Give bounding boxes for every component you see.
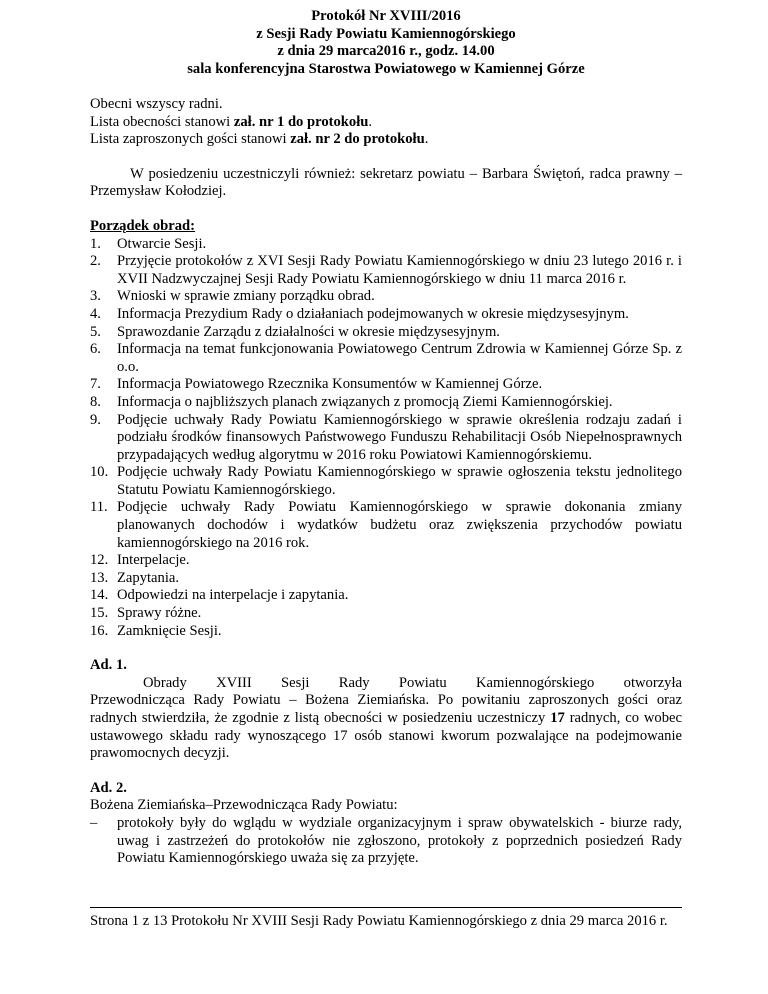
agenda-item xyxy=(90,324,682,342)
agenda-item xyxy=(90,570,682,588)
agenda-item-number: 11. xyxy=(90,499,108,516)
agenda-item-number: 15. xyxy=(90,605,109,622)
attachment-2-ref: zał. nr 2 do protokołu xyxy=(290,131,425,148)
session-date: z dnia 29 marca2016 r., godz. 14.00 xyxy=(277,43,495,59)
ad2-title: Ad. 2. xyxy=(90,779,127,796)
agenda-item-text: Informacja Powiatowego Rzecznika Konsumentów w Kamiennej Górze. xyxy=(117,376,543,393)
agenda-item-text: Informacja Prezydium Rady o działaniach podejmowanych w okresie międzysesyjnym. xyxy=(117,305,629,322)
document-header xyxy=(90,8,682,78)
agenda-item xyxy=(90,253,682,288)
agenda-item-text: Zapytania. xyxy=(117,569,179,586)
agenda-item xyxy=(90,623,682,641)
protocol-title: Protokół Nr XVIII/2016 xyxy=(311,8,461,24)
ad1-section xyxy=(90,657,682,763)
ad1-councillor-count: 17 xyxy=(550,710,565,726)
ad2-speaker: Bożena Ziemiańska–Przewodnicząca Rady Powiatu: xyxy=(90,797,398,814)
agenda-item-number: 9. xyxy=(90,411,101,428)
attendance-all-present: Obecni wszyscy radni. xyxy=(90,96,223,112)
agenda-item-text: Wnioski w sprawie zmiany porządku obrad. xyxy=(117,288,375,305)
ad1-word: XVIII xyxy=(216,674,252,691)
attendance-list-period: . xyxy=(368,113,373,130)
attendance-list-text: Lista obecności stanowi xyxy=(90,113,234,130)
ad2-section xyxy=(90,780,682,868)
agenda-item-text: Sprawozdanie Zarządu z działalności w okresie międzysesyjnym. xyxy=(117,323,500,340)
ad1-word: otworzyła xyxy=(623,674,682,691)
ad1-text-end: radnych, co wobec ustawowego składu rady wynoszącego 17 osób stanowi kworum pozwalające na podejmowanie prawomocnych decyzji. xyxy=(90,710,682,762)
agenda-item-text: Przyjęcie protokołów z XVI Sesji Rady Powiatu Kamiennogórskiego w dniu 23 lutego 2016 r. i XVII Nadzwyczajnej Sesji Rady Powiatu Kamiennogórskiego w dniu 11 marca 2016 r. xyxy=(117,253,682,287)
agenda-item-number: 4. xyxy=(90,305,101,322)
guest-list-period: . xyxy=(424,131,429,148)
agenda-item xyxy=(90,412,682,465)
agenda-item-number: 2. xyxy=(90,253,101,270)
agenda-item-text: Zamknięcie Sesji. xyxy=(117,622,222,639)
ad1-word: Rady xyxy=(338,674,370,691)
ad1-body xyxy=(90,692,682,762)
agenda-item-text: Podjęcie uchwały Rady Powiatu Kamiennogórskiego w sprawie ogłoszenia tekstu jednolitego Statutu Powiatu Kamiennogórskiego. xyxy=(117,464,682,498)
session-location: sala konferencyjna Starostwa Powiatowego w Kamiennej Górze xyxy=(187,60,585,77)
ad1-word: Sesji xyxy=(281,674,310,691)
agenda-item-text: Podjęcie uchwały Rady Powiatu Kamiennogórskiego w sprawie dokonania zmiany planowanych dochodów i wydatków budżetu oraz zwiększenia przychodów powiatu kamiennogórskiego na 2016 rok. xyxy=(117,499,682,551)
ad1-word: Kamiennogórskiego xyxy=(475,674,595,691)
attachment-1-ref: zał. nr 1 do protokołu xyxy=(233,113,369,130)
agenda-item-number: 14. xyxy=(90,587,109,604)
agenda-item-number: 12. xyxy=(90,552,109,569)
participants-paragraph: W posiedzeniu uczestniczyli również: sekretarz powiatu – Barbara Świętoń, radca prawny – Przemysław Kołodziej. xyxy=(90,165,682,200)
agenda-item-text: Odpowiedzi na interpelacje i zapytania. xyxy=(117,587,349,604)
agenda-item xyxy=(90,376,682,394)
ad1-word: Obrady xyxy=(143,674,187,691)
ad2-bullet-text: protokoły były do wglądu w wydziale organizacyjnym i spraw obywatelskich - biurze rady, uwag i zastrzeżeń do protokołów nie zgłoszono, protokoły z poprzednich posiedzeń Rady Powiatu Kamiennogórskiego uważa się za przyjęte. xyxy=(117,814,682,867)
agenda-item-number: 5. xyxy=(90,323,101,340)
page-footer: Strona 1 z 13 Protokołu Nr XVIII Sesji Rady Powiatu Kamiennogórskiego z dnia 29 marca 2016 r. xyxy=(90,913,668,929)
agenda-item-number: 16. xyxy=(90,622,109,639)
agenda-item-number: 10. xyxy=(90,464,109,481)
document-page xyxy=(90,8,682,885)
agenda-item-number: 3. xyxy=(90,288,101,305)
agenda-item xyxy=(90,552,682,570)
agenda-item xyxy=(90,464,682,499)
ad1-text-start: Przewodnicząca Rady Powiatu – Bożena Ziemiańska. Po powitaniu zaproszonych gości oraz radnych stwierdziła, że zgodnie z listą obecności w posiedzeniu uczestniczy xyxy=(90,692,682,726)
agenda-item xyxy=(90,605,682,623)
agenda-item-number: 8. xyxy=(90,393,101,410)
ad1-first-line xyxy=(90,675,682,693)
agenda-item-number: 13. xyxy=(90,569,109,586)
footer-divider xyxy=(90,907,682,908)
agenda-section xyxy=(90,218,682,640)
agenda-item xyxy=(90,288,682,306)
agenda-title: Porządek obrad: xyxy=(90,217,195,234)
agenda-item-text: Informacja na temat funkcjonowania Powiatowego Centrum Zdrowia w Kamiennej Górze Sp. z o.o. xyxy=(117,341,682,375)
agenda-item-number: 7. xyxy=(90,376,101,393)
agenda-item xyxy=(90,236,682,254)
attendance-list-note xyxy=(90,114,682,132)
agenda-item-text: Sprawy różne. xyxy=(117,605,202,622)
agenda-item-text: Otwarcie Sesji. xyxy=(117,235,207,252)
guest-list-text: Lista zaproszonych gości stanowi xyxy=(90,131,291,148)
ad1-title: Ad. 1. xyxy=(90,657,127,674)
list-item xyxy=(90,815,682,868)
ad1-word: Powiatu xyxy=(398,674,447,691)
session-name: z Sesji Rady Powiatu Kamiennogórskiego xyxy=(256,25,516,42)
agenda-item-text: Interpelacje. xyxy=(117,552,190,569)
attendance-section xyxy=(90,96,682,149)
agenda-item-number: 6. xyxy=(90,341,101,358)
agenda-item xyxy=(90,587,682,605)
agenda-item xyxy=(90,499,682,552)
guest-list-note xyxy=(90,131,682,149)
agenda-item xyxy=(90,394,682,412)
agenda-item xyxy=(90,341,682,376)
agenda-item-text: Informacja o najbliższych planach związanych z promocją Ziemi Kamiennogórskiej. xyxy=(117,393,613,410)
agenda-item-text: Podjęcie uchwały Rady Powiatu Kamiennogórskiego w sprawie określenia rodzaju zadań i podziału środków finansowych Państwowego Funduszu Rehabilitacji Osób Niepełnosprawnych przypadających według algorytmu w 2016 roku Powiatowi Kamiennogórskiemu. xyxy=(117,411,682,463)
agenda-item xyxy=(90,306,682,324)
dash-marker: – xyxy=(90,814,98,831)
agenda-list xyxy=(90,236,682,641)
agenda-item-number: 1. xyxy=(90,235,101,252)
ad2-list xyxy=(90,815,682,868)
